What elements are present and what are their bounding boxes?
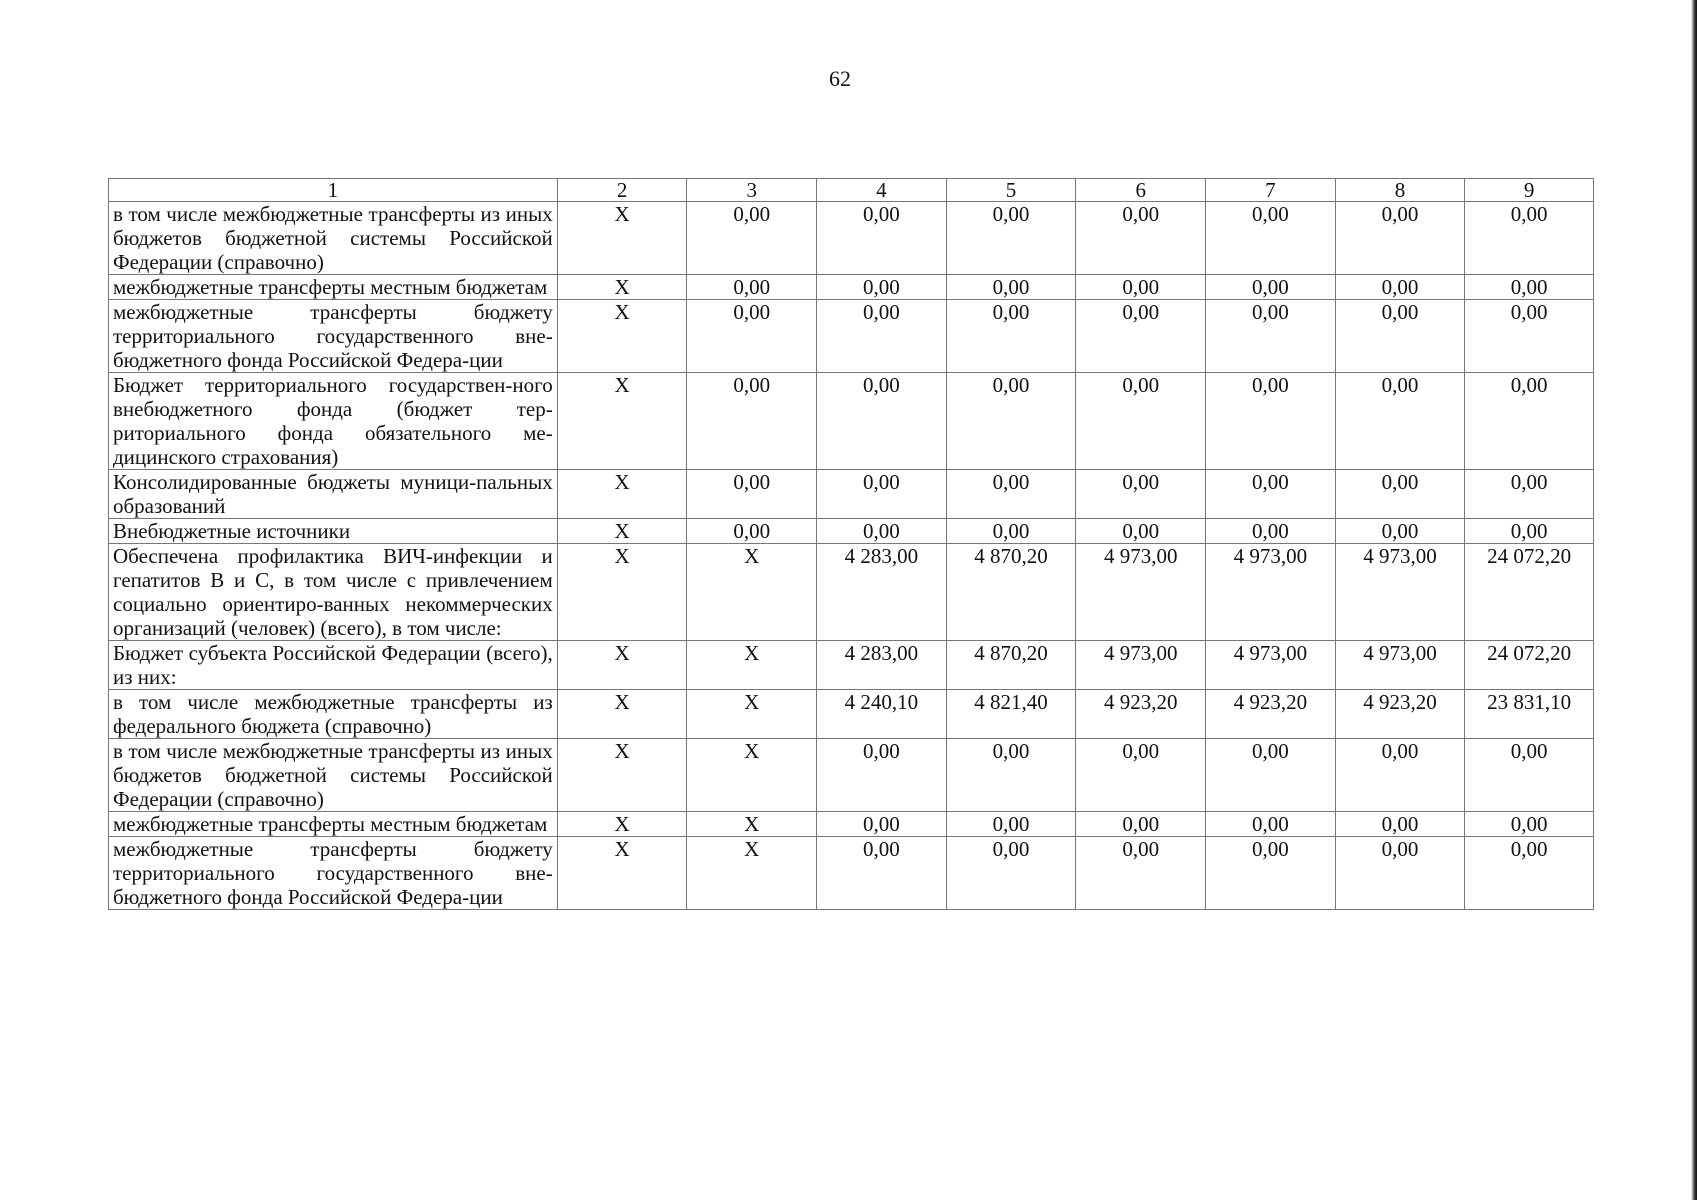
table-cell: X bbox=[557, 519, 687, 544]
table-cell: 0,00 bbox=[1206, 470, 1336, 519]
table-cell: 0,00 bbox=[1076, 812, 1206, 837]
table-row bbox=[109, 739, 1594, 812]
table-cell: 0,00 bbox=[687, 470, 817, 519]
table-cell: 24 072,20 bbox=[1465, 544, 1594, 641]
row-label: в том числе межбюджетные трансферты из иных бюджетов бюджетной системы Российской Федерации (справочно) bbox=[109, 739, 558, 812]
table-row bbox=[109, 470, 1594, 519]
table-cell: 0,00 bbox=[1335, 739, 1465, 812]
table-cell: 4 870,20 bbox=[946, 544, 1076, 641]
row-label: межбюджетные трансферты местным бюджетам bbox=[109, 812, 558, 837]
row-label: в том числе межбюджетные трансферты из федерального бюджета (справочно) bbox=[109, 690, 558, 739]
table-cell: 0,00 bbox=[687, 519, 817, 544]
table-cell: 0,00 bbox=[817, 739, 947, 812]
table-cell: 0,00 bbox=[817, 837, 947, 910]
table-cell: X bbox=[557, 202, 687, 275]
table-cell: 0,00 bbox=[687, 275, 817, 300]
table-cell: 0,00 bbox=[1465, 519, 1594, 544]
column-header-6: 6 bbox=[1076, 179, 1206, 202]
table-cell: 0,00 bbox=[1465, 202, 1594, 275]
table-cell: 0,00 bbox=[1335, 812, 1465, 837]
table-cell: 4 973,00 bbox=[1076, 544, 1206, 641]
row-label: межбюджетные трансферты бюджету территориального государственного вне-бюджетного фонда Российской Федера-ции bbox=[109, 837, 558, 910]
table-cell: 0,00 bbox=[1076, 519, 1206, 544]
table-cell: 0,00 bbox=[1076, 373, 1206, 470]
table-row bbox=[109, 812, 1594, 837]
table-cell: 0,00 bbox=[1335, 300, 1465, 373]
column-header-7: 7 bbox=[1206, 179, 1336, 202]
table-cell: 0,00 bbox=[817, 519, 947, 544]
table-cell: X bbox=[687, 641, 817, 690]
table-cell: 4 870,20 bbox=[946, 641, 1076, 690]
table-cell: X bbox=[557, 300, 687, 373]
table-cell: 0,00 bbox=[1335, 519, 1465, 544]
row-label: Бюджет территориального государствен-ного внебюджетного фонда (бюджет тер-риториального фонда обязательного ме-дицинского страхования) bbox=[109, 373, 558, 470]
table-cell: X bbox=[687, 690, 817, 739]
table-cell: 4 923,20 bbox=[1335, 690, 1465, 739]
table-cell: 24 072,20 bbox=[1465, 641, 1594, 690]
table-cell: X bbox=[557, 470, 687, 519]
table-cell: 0,00 bbox=[687, 202, 817, 275]
table-cell: 0,00 bbox=[1465, 373, 1594, 470]
table-cell: 0,00 bbox=[1076, 470, 1206, 519]
table-cell: 0,00 bbox=[946, 202, 1076, 275]
table-cell: X bbox=[557, 373, 687, 470]
table-cell: 4 240,10 bbox=[817, 690, 947, 739]
table-cell: 0,00 bbox=[1335, 373, 1465, 470]
table-cell: 4 973,00 bbox=[1206, 544, 1336, 641]
row-label: межбюджетные трансферты местным бюджетам bbox=[109, 275, 558, 300]
table-row bbox=[109, 837, 1594, 910]
table-cell: 0,00 bbox=[817, 275, 947, 300]
row-label: Консолидированные бюджеты муници-пальных образований bbox=[109, 470, 558, 519]
page-number: 62 bbox=[829, 66, 851, 91]
table-row bbox=[109, 544, 1594, 641]
table-cell: 0,00 bbox=[1206, 373, 1336, 470]
table-cell: 4 283,00 bbox=[817, 544, 947, 641]
table-header-row bbox=[109, 179, 1594, 202]
table-cell: 0,00 bbox=[946, 739, 1076, 812]
table-cell: 0,00 bbox=[1076, 202, 1206, 275]
budget-table bbox=[108, 178, 1594, 910]
table-cell: 0,00 bbox=[946, 812, 1076, 837]
table-cell: 23 831,10 bbox=[1465, 690, 1594, 739]
table-row bbox=[109, 519, 1594, 544]
table-cell: 0,00 bbox=[1465, 812, 1594, 837]
table-cell: 0,00 bbox=[687, 300, 817, 373]
table-cell: X bbox=[687, 837, 817, 910]
table-cell: 0,00 bbox=[946, 837, 1076, 910]
table-cell: X bbox=[557, 739, 687, 812]
column-header-3: 3 bbox=[687, 179, 817, 202]
table-cell: 0,00 bbox=[946, 300, 1076, 373]
table-cell: 0,00 bbox=[817, 812, 947, 837]
row-label: в том числе межбюджетные трансферты из иных бюджетов бюджетной системы Российской Федерации (справочно) bbox=[109, 202, 558, 275]
column-header-2: 2 bbox=[557, 179, 687, 202]
table-cell: 0,00 bbox=[1206, 739, 1336, 812]
table-cell: 0,00 bbox=[1206, 519, 1336, 544]
table-cell: 4 923,20 bbox=[1206, 690, 1336, 739]
table-cell: 0,00 bbox=[1465, 275, 1594, 300]
table-cell: 4 283,00 bbox=[817, 641, 947, 690]
table-cell: 0,00 bbox=[1465, 837, 1594, 910]
table-row bbox=[109, 641, 1594, 690]
table-cell: 0,00 bbox=[1335, 837, 1465, 910]
table-cell: 0,00 bbox=[817, 373, 947, 470]
table-cell: 0,00 bbox=[1206, 275, 1336, 300]
table-row bbox=[109, 300, 1594, 373]
table-cell: X bbox=[557, 544, 687, 641]
table-row bbox=[109, 373, 1594, 470]
table-row bbox=[109, 690, 1594, 739]
scan-edge-shadow bbox=[1691, 0, 1697, 1200]
table-row bbox=[109, 202, 1594, 275]
table-cell: 0,00 bbox=[1076, 300, 1206, 373]
table-cell: 0,00 bbox=[1206, 837, 1336, 910]
table-cell: 0,00 bbox=[687, 373, 817, 470]
table-cell: 0,00 bbox=[1465, 470, 1594, 519]
table-cell: X bbox=[557, 690, 687, 739]
table-cell: 0,00 bbox=[817, 470, 947, 519]
table-cell: X bbox=[687, 812, 817, 837]
row-label: Обеспечена профилактика ВИЧ-инфекции и гепатитов B и C, в том числе с привлечением социально ориентиро-ванных некоммерческих организаций (человек) (всего), в том числе: bbox=[109, 544, 558, 641]
table-cell: 0,00 bbox=[946, 470, 1076, 519]
row-label: Бюджет субъекта Российской Федерации (всего), из них: bbox=[109, 641, 558, 690]
table-cell: 0,00 bbox=[946, 373, 1076, 470]
table-cell: X bbox=[557, 837, 687, 910]
table-cell: 0,00 bbox=[1335, 202, 1465, 275]
column-header-5: 5 bbox=[946, 179, 1076, 202]
table-cell: X bbox=[687, 739, 817, 812]
table-cell: X bbox=[557, 275, 687, 300]
table-cell: 0,00 bbox=[1206, 812, 1336, 837]
table-cell: 0,00 bbox=[1335, 470, 1465, 519]
table-cell: X bbox=[557, 812, 687, 837]
table-cell: 4 821,40 bbox=[946, 690, 1076, 739]
table-cell: 0,00 bbox=[1076, 275, 1206, 300]
table-cell: 4 973,00 bbox=[1076, 641, 1206, 690]
column-header-4: 4 bbox=[817, 179, 947, 202]
row-label: межбюджетные трансферты бюджету территориального государственного вне-бюджетного фонда Российской Федера-ции bbox=[109, 300, 558, 373]
column-header-8: 8 bbox=[1335, 179, 1465, 202]
table-cell: 4 973,00 bbox=[1335, 544, 1465, 641]
table-cell: 0,00 bbox=[1076, 837, 1206, 910]
table-cell: 0,00 bbox=[1206, 300, 1336, 373]
table-cell: 0,00 bbox=[1465, 300, 1594, 373]
row-label: Внебюджетные источники bbox=[109, 519, 558, 544]
table-cell: 4 923,20 bbox=[1076, 690, 1206, 739]
table-cell: 0,00 bbox=[817, 202, 947, 275]
table-row bbox=[109, 275, 1594, 300]
table-cell: X bbox=[557, 641, 687, 690]
table-cell: 0,00 bbox=[946, 275, 1076, 300]
table-cell: 4 973,00 bbox=[1206, 641, 1336, 690]
column-header-1: 1 bbox=[109, 179, 558, 202]
table-cell: X bbox=[687, 544, 817, 641]
table-cell: 0,00 bbox=[1465, 739, 1594, 812]
table-cell: 0,00 bbox=[1206, 202, 1336, 275]
column-header-9: 9 bbox=[1465, 179, 1594, 202]
table-cell: 4 973,00 bbox=[1335, 641, 1465, 690]
table-cell: 0,00 bbox=[1335, 275, 1465, 300]
table-cell: 0,00 bbox=[817, 300, 947, 373]
table-cell: 0,00 bbox=[946, 519, 1076, 544]
table-cell: 0,00 bbox=[1076, 739, 1206, 812]
